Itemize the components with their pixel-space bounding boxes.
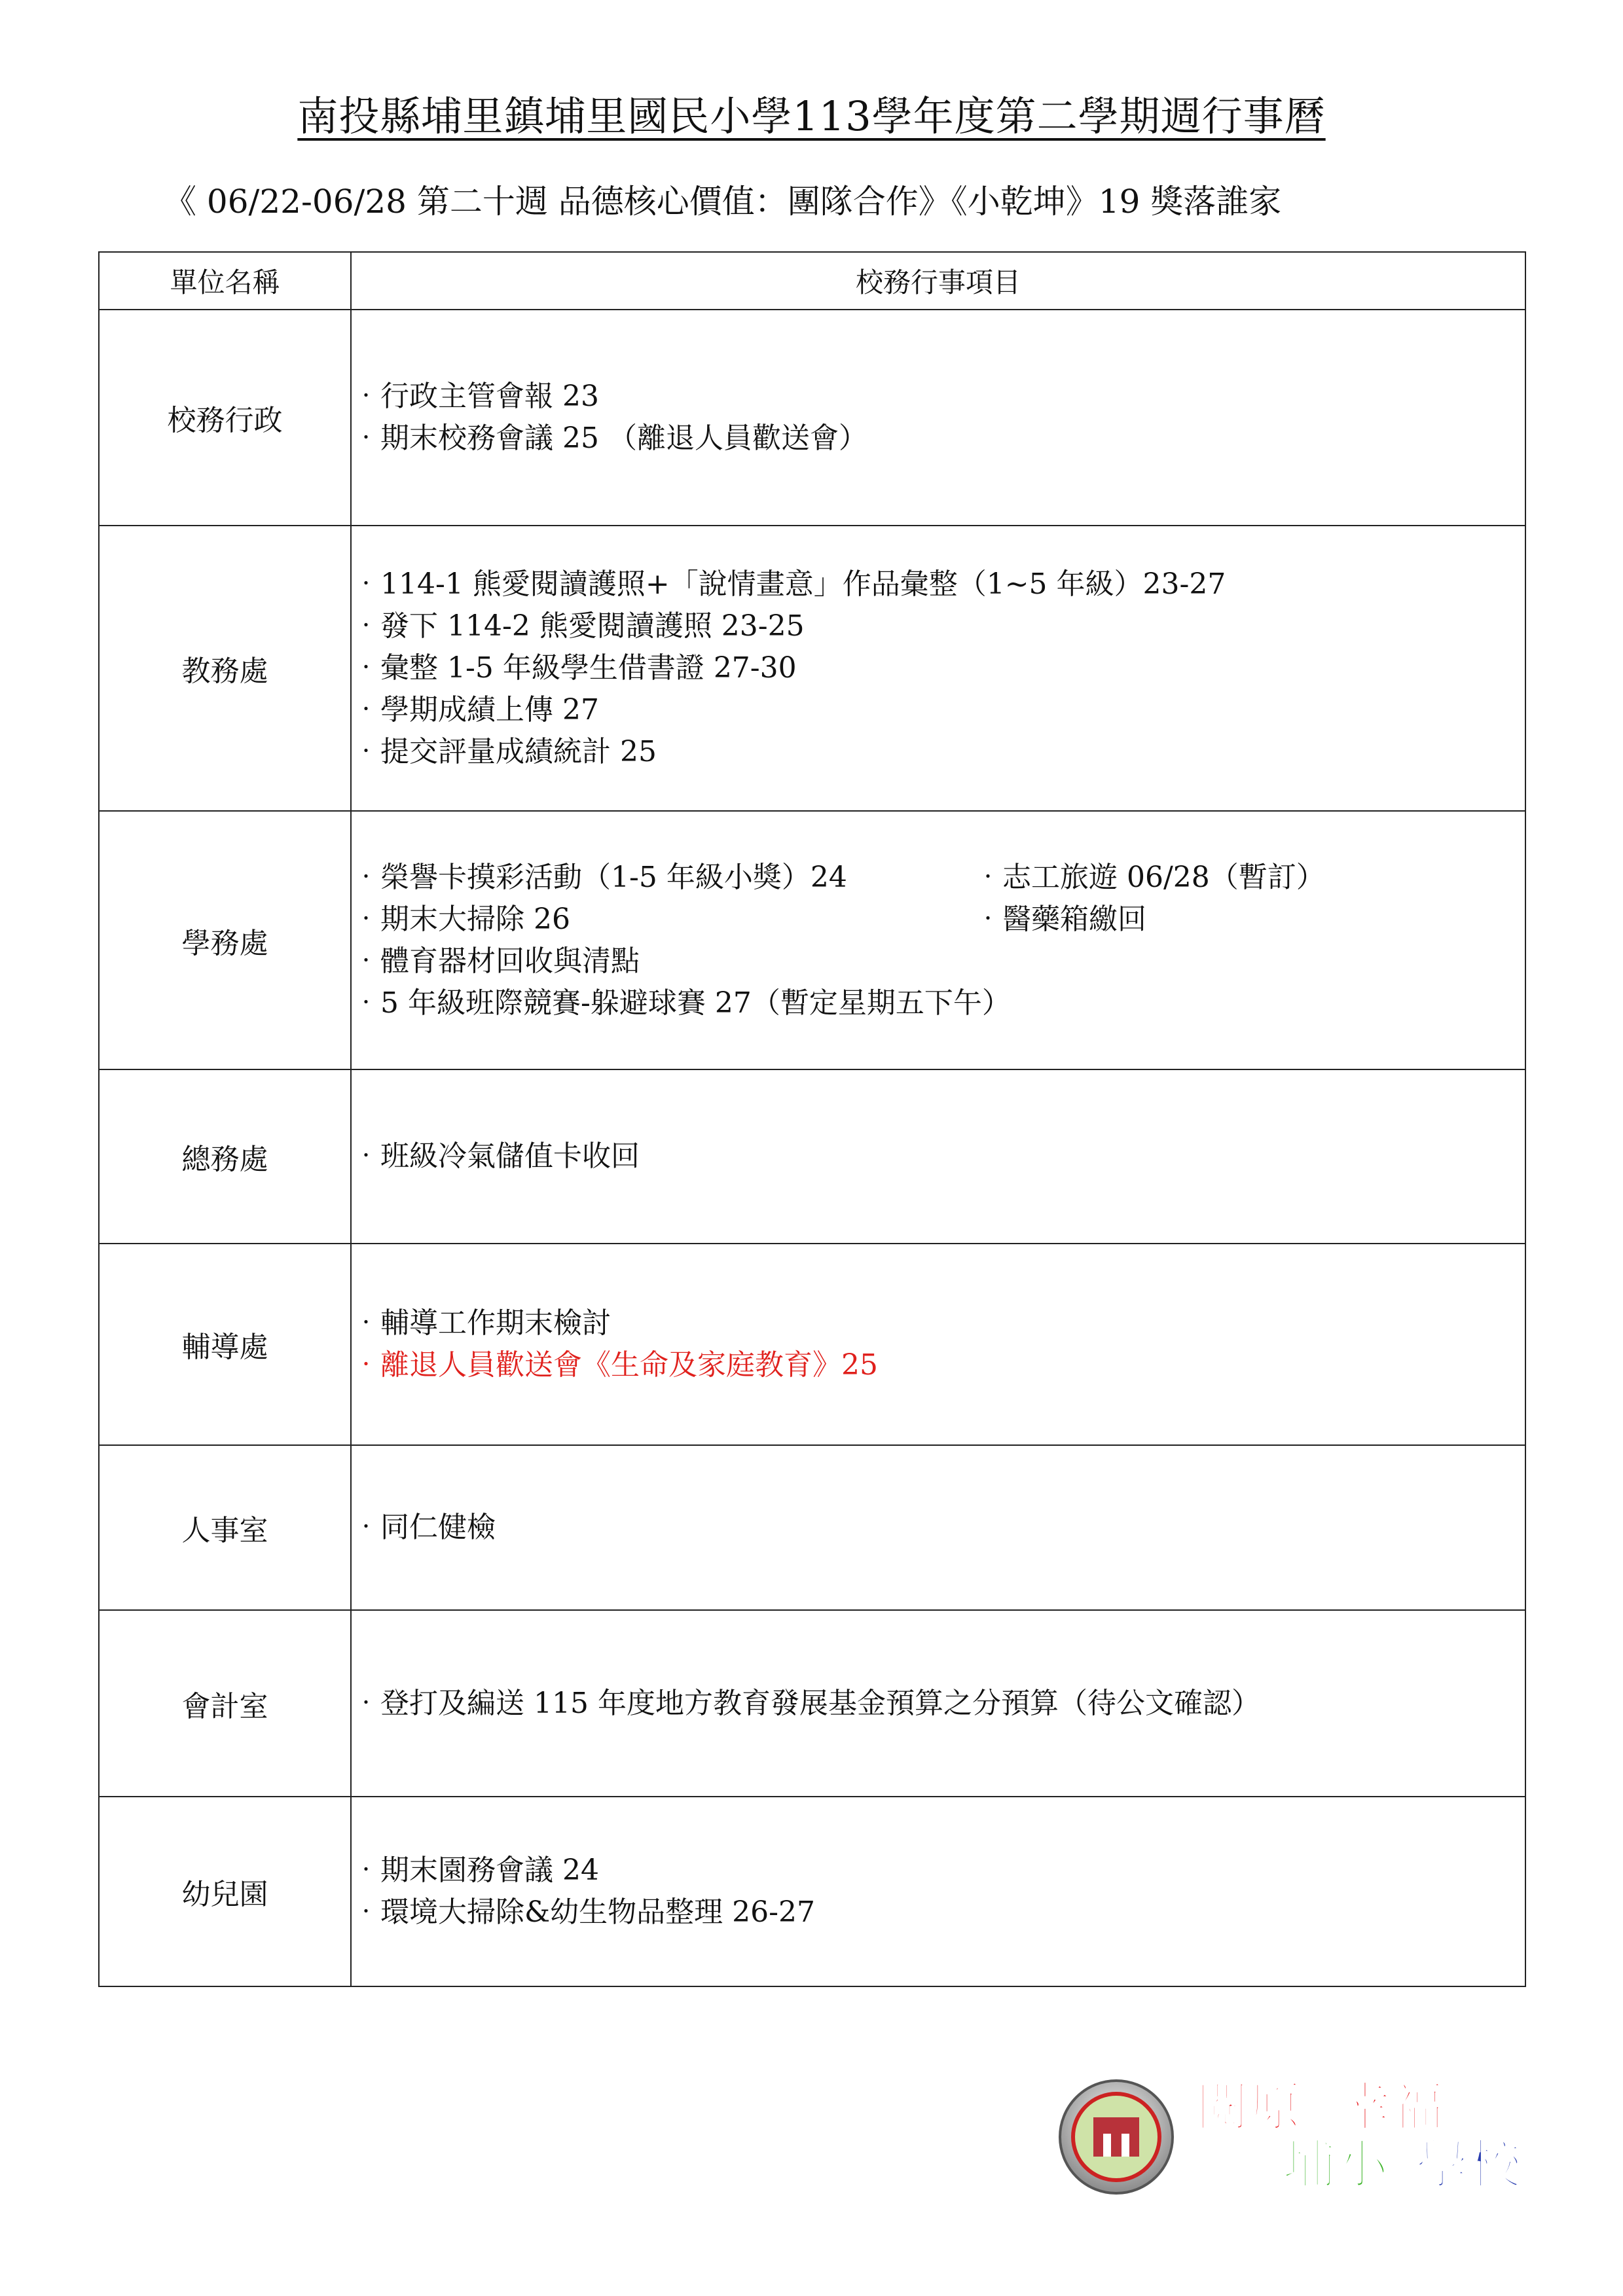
item-list [351, 526, 1525, 811]
unit-name: 人事室 [99, 1445, 351, 1610]
logo-text-1a: 閱原 [1196, 2077, 1301, 2138]
list-item: ‧班級冷氣儲值卡收回 [352, 1139, 640, 1173]
item-list [351, 1610, 1525, 1797]
list-item: ‧提交評量成績統計 25 [352, 735, 657, 768]
week-subtitle: 《 06/22-06/28 第二十週 品德核心價值：團隊合作》《小乾坤》19 獎落誰家 [164, 183, 1282, 221]
table-row [99, 1610, 1525, 1797]
unit-name: 學務處 [99, 811, 351, 1069]
item-list [351, 1069, 1525, 1244]
list-item: ‧彙整 1-5 年級學生借書證 27-30 [352, 651, 797, 685]
header-items: 校務行事項目 [351, 252, 1525, 310]
item-list [351, 310, 1525, 526]
list-item: ‧發下 114-2 熊愛閱讀護照 23-25 [352, 609, 805, 643]
unit-name: 校務行政 [99, 310, 351, 526]
list-item: ‧醫藥箱繳回 [974, 902, 1146, 936]
list-item: ‧114-1 熊愛閱讀護照+「說情畫意」作品彙整（1~5 年級）23-27 [352, 567, 1226, 601]
table-row [99, 1244, 1525, 1445]
header-unit: 單位名稱 [99, 252, 351, 310]
item-list [351, 1244, 1525, 1445]
logo-text-2a: 埔小 [1283, 2134, 1388, 2195]
list-item: ‧環境大掃除&幼生物品整理 26-27 [352, 1895, 815, 1929]
list-item: ‧期末校務會議 25 （離退人員歡送會） [352, 422, 867, 455]
unit-name: 教務處 [99, 526, 351, 811]
item-list [351, 811, 1525, 1069]
table-row [99, 1797, 1525, 1986]
item-list [351, 1797, 1525, 1986]
list-item: ‧期末園務會議 24 [352, 1854, 599, 1887]
table-row [99, 811, 1525, 1069]
list-item: ‧行政主管會報 23 [352, 380, 599, 413]
table-header-row [99, 252, 1525, 310]
right-column [974, 857, 1325, 941]
list-item: ‧志工旅遊 06/28（暫訂） [974, 860, 1325, 894]
two-column-items [352, 857, 1525, 941]
list-item-highlight: ‧離退人員歡送會《生命及家庭教育》25 [352, 1348, 878, 1382]
left-column [352, 857, 974, 941]
school-logo [1057, 2072, 1535, 2202]
schedule-table [98, 251, 1526, 1987]
unit-name: 會計室 [99, 1610, 351, 1797]
table-row [99, 1069, 1525, 1244]
table-row [99, 1445, 1525, 1610]
logo-text-2b: 學校 [1416, 2134, 1521, 2195]
unit-name: 輔導處 [99, 1244, 351, 1445]
table-row [99, 526, 1525, 811]
list-item: ‧5 年級班際競賽-躲避球賽 27（暫定星期五下午） [352, 986, 1011, 1020]
item-list [351, 1445, 1525, 1610]
list-item: ‧榮譽卡摸彩活動（1-5 年級小獎）24 [352, 860, 847, 894]
list-item: ‧同仁健檢 [352, 1511, 496, 1544]
page-title-text: 南投縣埔里鎮埔里國民小學113學年度第二學期週行事曆 [297, 92, 1326, 140]
unit-name: 幼兒園 [99, 1797, 351, 1986]
list-item: ‧體育器材回收與清點 [352, 944, 640, 978]
logo-door-icon [1103, 2134, 1111, 2157]
table-row [99, 310, 1525, 526]
unit-name: 總務處 [99, 1069, 351, 1244]
page-title [0, 84, 1623, 142]
list-item: ‧學期成績上傳 27 [352, 693, 599, 726]
list-item: ‧輔導工作期末檢討 [352, 1306, 611, 1340]
list-item: ‧登打及編送 115 年度地方教育發展基金預算之分預算（待公文確認） [352, 1686, 1260, 1720]
list-item: ‧期末大掃除 26 [352, 902, 570, 936]
logo-door-icon [1122, 2134, 1129, 2157]
logo-text-1b: 幸福 [1339, 2077, 1444, 2138]
logo-building-icon [1093, 2117, 1139, 2157]
